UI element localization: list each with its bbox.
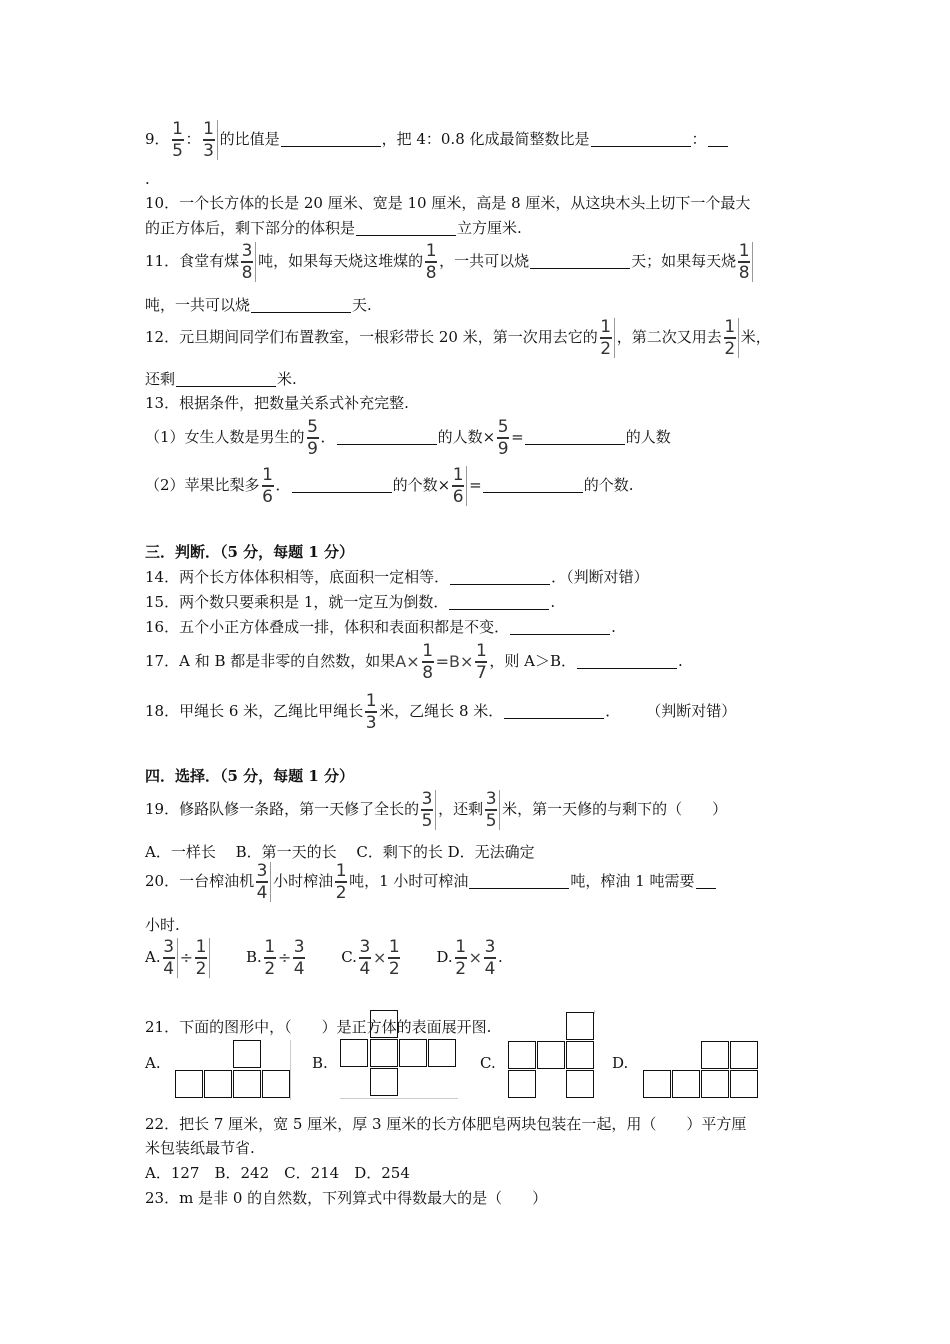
fraction: $\frac{5}{9}$ — [307, 417, 318, 459]
question-20-line2: 小时. — [145, 916, 180, 934]
fraction: $\frac{1}{2}$ — [455, 937, 467, 979]
fraction: $\frac{5}{9}$ — [497, 417, 509, 459]
answer-blank[interactable] — [696, 875, 716, 889]
fraction: $\frac{1}{2}$ — [600, 318, 615, 358]
answer-blank[interactable] — [708, 133, 728, 147]
answer-blank[interactable] — [483, 479, 583, 493]
fraction: $\frac{1}{2}$ — [335, 861, 347, 903]
question-9-end: . — [145, 170, 150, 188]
option-d-label[interactable]: D. — [612, 1054, 629, 1072]
answer-blank[interactable] — [176, 373, 276, 387]
question-12-line1: 12．元旦期间同学们布置教室，一根彩带长 20 米，第一次用去它的 $\frac{1}{2}$ ，第二次又用去 $\frac{1}{2}$ 米， — [145, 317, 771, 359]
question-22-options[interactable]: A．127 B．242 C．214 D．254 — [145, 1164, 410, 1182]
answer-blank[interactable] — [251, 299, 351, 313]
question-15: 15．两个数只要乘积是 1，就一定互为倒数． . — [145, 593, 556, 611]
fraction: $\frac{3}{4}$ — [293, 937, 305, 979]
question-19: 19．修路队修一条路，第一天修了全长的 $\frac{3}{5}$ ，还剩 $\frac{3}{5}$ 米，第一天修的与剩下的（ ） — [145, 789, 728, 831]
section-4-title: 四．选择．（5 分，每题 1 分） — [145, 767, 355, 785]
option-b-label[interactable]: B. — [312, 1054, 328, 1072]
answer-blank[interactable] — [591, 133, 691, 147]
fraction: $\frac{1}{2}$ — [388, 937, 400, 979]
question-14: 14．两个长方体体积相等，底面积一定相等． ．（判断对错） — [145, 568, 649, 586]
fraction: $\frac{3}{8}$ — [241, 242, 256, 282]
question-22-line1: 22．把长 7 厘米，宽 5 厘米，厚 3 厘米的长方体肥皂两块包装在一起，用（ ）平方厘 — [145, 1115, 747, 1133]
fraction: $\frac{3}{4}$ — [484, 937, 496, 979]
fraction: $\frac{1}{8}$ — [425, 241, 437, 283]
answer-blank[interactable] — [530, 255, 630, 269]
section-3-title: 三．判断．（5 分，每题 1 分） — [145, 543, 355, 561]
answer-blank[interactable] — [525, 431, 625, 445]
option-c-label[interactable]: C. — [480, 1054, 496, 1072]
option-a-label[interactable]: A. — [145, 1054, 161, 1072]
answer-blank[interactable] — [469, 875, 569, 889]
fraction: $\frac{1}{6}$ — [262, 465, 273, 507]
question-10-line2: 的正方体后，剩下部分的体积是 立方厘米. — [145, 219, 522, 237]
question-18: 18．甲绳长 6 米，乙绳比甲绳长 $\frac{1}{3}$ 米，乙绳长 8 米． ． （判断对错） — [145, 691, 737, 733]
fraction: $\frac{3}{4}$ — [163, 938, 178, 978]
question-13-2: （2）苹果比梨多 $\frac{1}{6}$ ． 的个数× $\frac{1}{6}$ = 的个数. — [145, 465, 634, 507]
fraction: $\frac{3}{4}$ — [359, 937, 371, 979]
question-23: 23．m 是非 0 的自然数，下列算式中得数最大的是（ ） — [145, 1189, 548, 1207]
answer-blank[interactable] — [337, 431, 437, 445]
answer-blank[interactable] — [504, 705, 604, 719]
fraction: $\frac{1}{3}$ — [203, 120, 218, 160]
fraction: $\frac{1}{8}$ — [738, 242, 753, 282]
question-12-line2: 还剩 米. — [145, 370, 297, 388]
fraction: $\frac{1}{3}$ — [365, 691, 377, 733]
question-13-1: （1）女生人数是男生的 $\frac{5}{9}$ ． 的人数× $\frac{5}{9}$ = 的人数 — [145, 417, 671, 459]
question-20-options[interactable]: A. $\frac{3}{4}$ ÷ $\frac{1}{2}$ B. $\frac{1}{2}$ ÷ $\frac{3}{4}$ C. $\frac{3}{4}$ × $\frac{1}{2}$ D. $\frac{1}{2}$ × $\frac{3}{4}$ . — [145, 937, 503, 979]
question-13-title: 13．根据条件，把数量关系式补充完整. — [145, 394, 409, 412]
question-17: 17．A 和 B 都是非零的自然数，如果 A× $\frac{1}{8}$ =B× $\frac{1}{7}$ ，则 A＞B． . — [145, 641, 683, 683]
fraction: $\frac{1}{6}$ — [452, 466, 467, 506]
question-22-line2: 米包装纸最节省. — [145, 1139, 255, 1157]
question-11-line1: 11．食堂有煤 $\frac{3}{8}$ 吨，如果每天烧这堆煤的 $\frac{1}{8}$ ，一共可以烧 天；如果每天烧 $\frac{1}{8}$ — [145, 242, 755, 282]
fraction: $\frac{1}{5}$ — [172, 119, 183, 161]
fraction: $\frac{3}{5}$ — [421, 790, 436, 830]
question-20: 20．一台榨油机 $\frac{3}{4}$ 小时榨油 $\frac{1}{2}$ 吨，1 小时可榨油 吨，榨油 1 吨需要 — [145, 862, 717, 902]
fraction: $\frac{1}{8}$ — [422, 641, 434, 683]
question-11-line2: 吨，一共可以烧 天. — [145, 296, 372, 314]
fraction: $\frac{1}{2}$ — [724, 318, 739, 358]
fraction: $\frac{1}{2}$ — [195, 938, 210, 978]
answer-blank[interactable] — [449, 596, 549, 610]
answer-blank[interactable] — [577, 655, 677, 669]
fraction: $\frac{1}{2}$ — [264, 937, 276, 979]
answer-blank[interactable] — [281, 133, 381, 147]
answer-blank[interactable] — [510, 621, 610, 635]
question-16: 16．五个小正方体叠成一排，体积和表面积都是不变． . — [145, 618, 616, 636]
question-10-line1: 10．一个长方体的长是 20 厘米、宽是 10 厘米，高是 8 厘米，从这块木头上切下一个最大 — [145, 194, 751, 212]
fraction: $\frac{3}{4}$ — [256, 862, 271, 902]
fraction: $\frac{3}{5}$ — [485, 790, 500, 830]
answer-blank[interactable] — [450, 571, 550, 585]
question-19-options[interactable]: A．一样长 B．第一天的长 C．剩下的长 D．无法确定 — [145, 843, 535, 861]
answer-blank[interactable] — [292, 479, 392, 493]
fraction: $\frac{1}{7}$ — [475, 641, 487, 683]
answer-blank[interactable] — [356, 222, 456, 236]
question-21: 21．下面的图形中，（ ）是正方体的表面展开图. — [145, 1018, 492, 1036]
question-9: 9． $\frac{1}{5}$ ： $\frac{1}{3}$ 的比值是 ，把 4：0.8 化成最简整数比是 ： — [145, 120, 729, 160]
